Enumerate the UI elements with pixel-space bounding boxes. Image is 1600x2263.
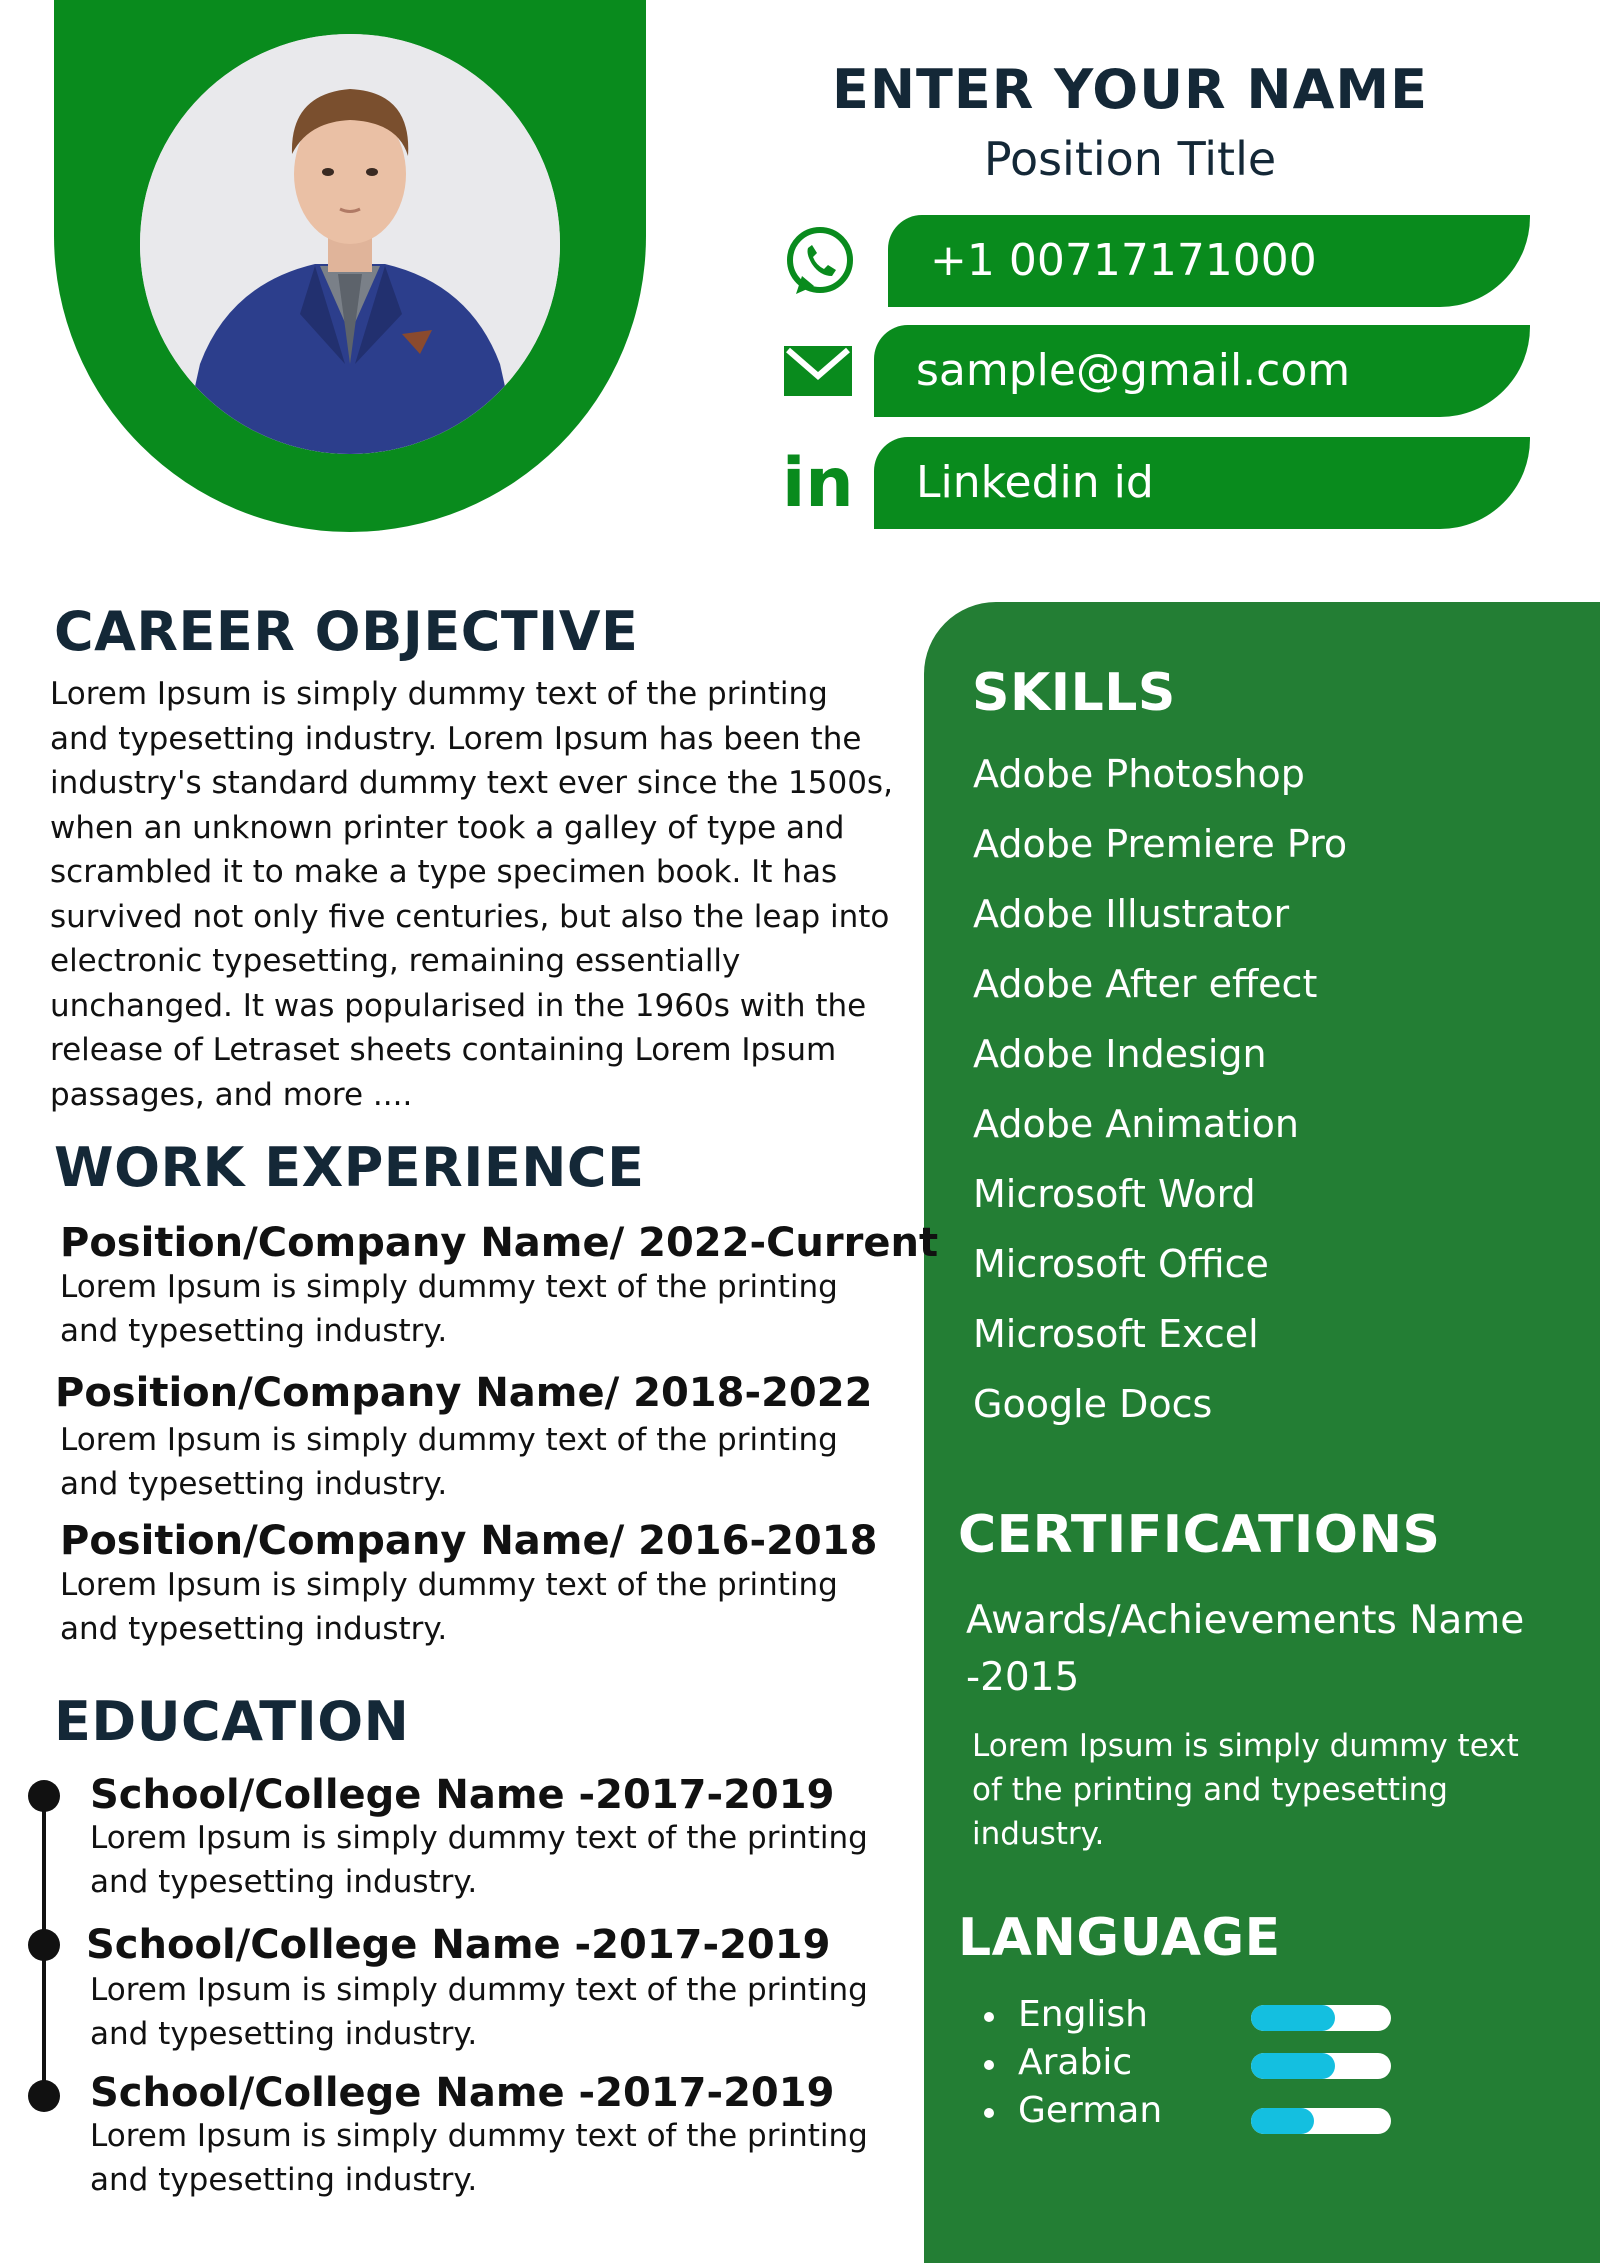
mail-icon <box>784 346 852 396</box>
avatar <box>140 34 560 454</box>
job-title: Position/Company Name/ 2016-2018 <box>60 1518 878 1564</box>
phone-field[interactable]: +1 00717171000 <box>888 215 1530 307</box>
text-line: when an unknown printer took a galley of type and <box>50 809 845 846</box>
language-name: English <box>1018 1994 1148 2035</box>
skill-item: Adobe After effect <box>973 962 1318 1006</box>
skill-item: Microsoft Word <box>973 1172 1256 1216</box>
language-name: German <box>1018 2090 1163 2131</box>
job-desc: and typesetting industry. <box>60 1466 448 1502</box>
language-level-fill <box>1251 2053 1335 2079</box>
job-title: Position/Company Name/ 2022-Current <box>60 1220 939 1266</box>
job-desc: Lorem Ipsum is simply dummy text of the printing <box>60 1269 838 1305</box>
certifications-heading: CERTIFICATIONS <box>958 1505 1441 1565</box>
bullet <box>984 2108 994 2118</box>
school-title: School/College Name -2017-2019 <box>86 1922 831 1968</box>
career-objective-text <box>50 672 910 1117</box>
school-desc: Lorem Ipsum is simply dummy text of the printing <box>90 1972 868 2008</box>
work-experience-heading: WORK EXPERIENCE <box>54 1136 645 1199</box>
language-level-bar <box>1251 2005 1391 2031</box>
school-title: School/College Name -2017-2019 <box>90 1772 835 1818</box>
text-line: Lorem Ipsum is simply dummy text of the printing <box>50 676 828 712</box>
skill-item: Adobe Illustrator <box>973 892 1290 936</box>
text-line: unchanged. It was popularised in the 1960s with the <box>50 987 867 1024</box>
text-line: survived not only five centuries, but also the leap into <box>50 898 890 935</box>
job-title: Position/Company Name/ 2018-2022 <box>55 1370 873 1416</box>
language-heading: LANGUAGE <box>958 1908 1281 1968</box>
linkedin-icon: in <box>782 444 854 523</box>
position-title: Position Title <box>983 132 1277 186</box>
education-heading: EDUCATION <box>54 1690 410 1753</box>
certification-desc: of the printing and typesetting <box>972 1772 1448 1808</box>
school-desc: and typesetting industry. <box>90 2162 478 2198</box>
candidate-name: ENTER YOUR NAME <box>831 58 1429 121</box>
job-desc: and typesetting industry. <box>60 1313 448 1349</box>
text-line: and typesetting industry. Lorem Ipsum has been the <box>50 720 862 757</box>
school-desc: Lorem Ipsum is simply dummy text of the printing <box>90 1820 868 1856</box>
text-line: scrambled it to make a type specimen book. It has <box>50 854 838 890</box>
language-level-bar <box>1251 2053 1391 2079</box>
school-desc: and typesetting industry. <box>90 1864 478 1900</box>
whatsapp-icon <box>782 224 858 300</box>
timeline-dot <box>28 1929 60 1961</box>
language-name: Arabic <box>1018 2042 1133 2083</box>
language-level-bar <box>1251 2108 1391 2134</box>
skill-item: Adobe Premiere Pro <box>973 822 1348 866</box>
skill-item: Adobe Animation <box>973 1102 1300 1146</box>
skill-item: Microsoft Office <box>973 1242 1269 1286</box>
skills-heading: SKILLS <box>972 663 1176 723</box>
skill-item: Microsoft Excel <box>973 1312 1259 1356</box>
language-level-fill <box>1251 2005 1335 2031</box>
school-desc: and typesetting industry. <box>90 2016 478 2052</box>
skill-item: Adobe Photoshop <box>973 752 1305 796</box>
linkedin-field[interactable]: Linkedin id <box>874 437 1530 529</box>
certification-desc: Lorem Ipsum is simply dummy text <box>972 1728 1519 1764</box>
school-desc: Lorem Ipsum is simply dummy text of the printing <box>90 2118 868 2154</box>
text-line: release of Letraset sheets containing Lorem Ipsum <box>50 1032 837 1068</box>
text-line: passages, and more .... <box>50 1076 413 1113</box>
text-line: electronic typesetting, remaining essentially <box>50 943 741 979</box>
timeline-dot <box>28 2080 60 2112</box>
certification-year: -2015 <box>966 1655 1080 1700</box>
certification-desc: industry. <box>972 1816 1105 1852</box>
skill-item: Google Docs <box>973 1382 1213 1426</box>
timeline-dot <box>28 1780 60 1812</box>
text-line: industry's standard dummy text ever since the 1500s, <box>50 765 893 801</box>
skill-item: Adobe Indesign <box>973 1032 1267 1076</box>
job-desc: Lorem Ipsum is simply dummy text of the printing <box>60 1422 838 1458</box>
email-field[interactable]: sample@gmail.com <box>874 325 1530 417</box>
bullet <box>984 2060 994 2070</box>
career-objective-heading: CAREER OBJECTIVE <box>54 600 639 663</box>
bullet <box>984 2012 994 2022</box>
school-title: School/College Name -2017-2019 <box>90 2070 835 2116</box>
portrait-illustration <box>140 34 560 454</box>
language-level-fill <box>1251 2108 1314 2134</box>
job-desc: and typesetting industry. <box>60 1611 448 1647</box>
certification-name: Awards/Achievements Name <box>966 1598 1525 1643</box>
job-desc: Lorem Ipsum is simply dummy text of the printing <box>60 1567 838 1603</box>
